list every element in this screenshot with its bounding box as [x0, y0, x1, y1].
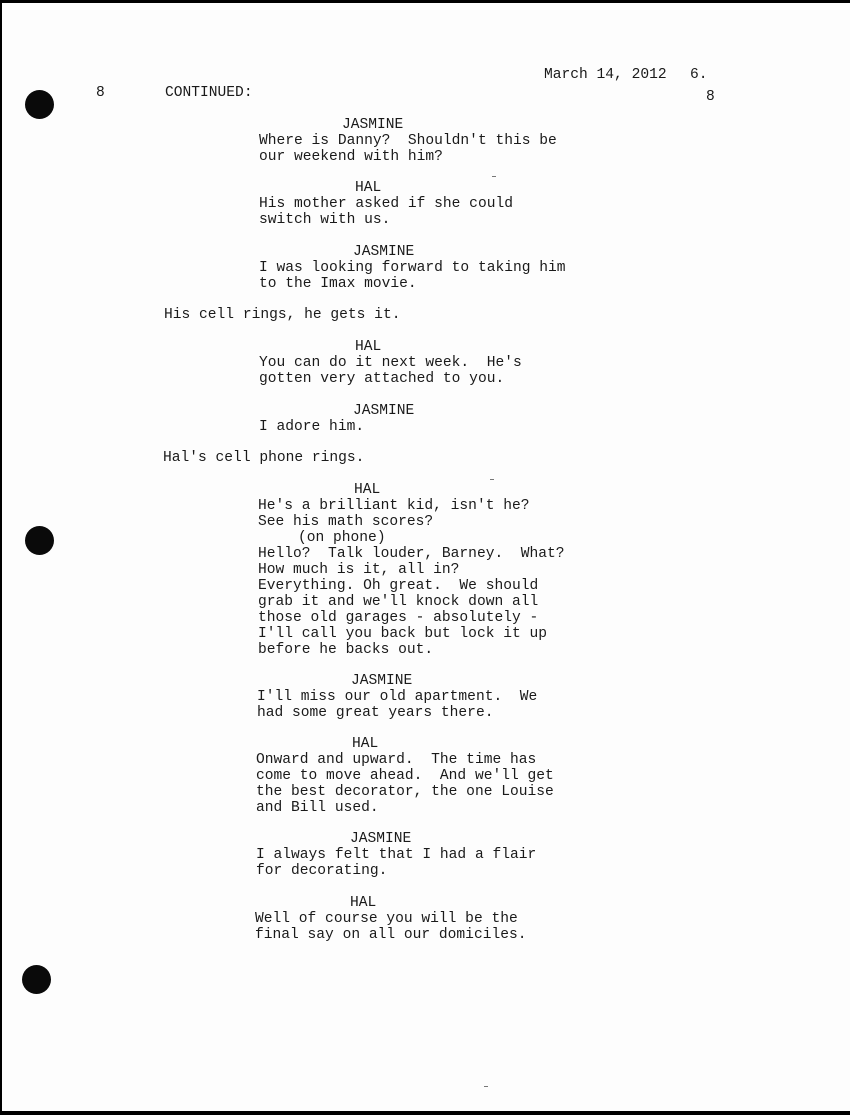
dialogue: Hello? Talk louder, Barney. What? How much is it, all in? Everything. Oh great. We should grab it and we'll knock down all those old garages - absolutely - I'll call you back but lock it up before he backs out. — [258, 546, 565, 658]
dialogue: His mother asked if she could switch with us. — [259, 196, 513, 228]
character-name: JASMINE — [353, 244, 415, 260]
dialogue: I adore him. — [259, 419, 365, 435]
character-name: HAL — [355, 180, 382, 196]
scene-number-right: 8 — [706, 89, 715, 105]
character-name: HAL — [350, 895, 377, 911]
dialogue: I always felt that I had a flair for decorating. — [256, 847, 537, 879]
character-name: JASMINE — [351, 673, 413, 689]
action-line: His cell rings, he gets it. — [164, 307, 401, 323]
punch-hole-top-icon — [25, 90, 54, 119]
dialogue: You can do it next week. He's gotten very attached to you. — [259, 355, 522, 387]
continued-label: CONTINUED: — [165, 85, 253, 101]
scene-number-left: 8 — [96, 85, 105, 101]
dialogue: Onward and upward. The time has come to move ahead. And we'll get the best decorator, the one Louise and Bill used. — [256, 752, 554, 816]
punch-hole-middle-icon — [25, 526, 54, 555]
scan-speck-icon — [484, 1086, 488, 1087]
action-line: Hal's cell phone rings. — [163, 450, 365, 466]
character-name: HAL — [355, 339, 382, 355]
character-name: JASMINE — [350, 831, 412, 847]
header-date: March 14, 2012 — [544, 67, 667, 83]
dialogue: Where is Danny? Shouldn't this be our weekend with him? — [259, 133, 557, 165]
character-name: HAL — [354, 482, 381, 498]
character-name: JASMINE — [353, 403, 415, 419]
character-name: HAL — [352, 736, 379, 752]
header-page-number: 6. — [690, 67, 708, 83]
punch-hole-bottom-icon — [22, 965, 51, 994]
dialogue: I was looking forward to taking him to the Imax movie. — [259, 260, 566, 292]
dialogue: I'll miss our old apartment. We had some great years there. — [257, 689, 538, 721]
parenthetical: (on phone) — [298, 530, 386, 546]
dialogue: Well of course you will be the final say on all our domiciles. — [255, 911, 527, 943]
dialogue: He's a brilliant kid, isn't he? See his math scores? — [258, 498, 530, 530]
scan-speck-icon — [490, 479, 494, 480]
character-name: JASMINE — [342, 117, 404, 133]
scan-speck-icon — [492, 176, 496, 177]
